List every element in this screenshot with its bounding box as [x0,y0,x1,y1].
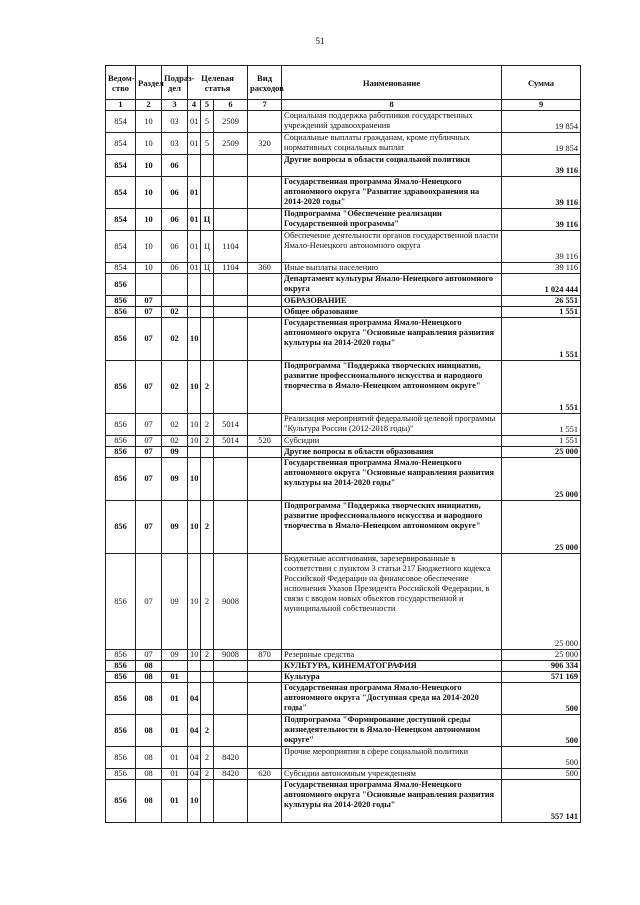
item-sum: 39 116 [502,177,581,209]
table-row [106,307,581,318]
header-expense-type: Вид расходов [248,66,282,100]
expense-type-code [248,661,282,672]
item-sum: 1 551 [502,436,581,447]
expense-type-code: 520 [248,436,282,447]
subsection-code: 06 [162,209,188,231]
header-department: Ведом-ство [106,66,136,100]
subsection-code: 03 [162,111,188,133]
target-subprogram-code [201,274,214,296]
table-row [106,274,581,296]
item-name: Бюджетные ассигнования, зарезервированные в соответствии с пунктом 3 статьи 217 Бюджетного кодекса Российской Федерации на финансовое обеспечение исполнения Указов Президента Российской Федерации, в связи с вводом новых объектов государственной и муниципальной собственности [282,554,502,650]
table-row [106,111,581,133]
item-sum: 25 000 [502,554,581,650]
section-code: 07 [136,361,162,414]
item-sum: 1 024 444 [502,274,581,296]
target-program-code [188,672,201,683]
item-sum: 19 854 [502,111,581,133]
item-sum: 500 [502,683,581,715]
target-program-code: 04 [188,747,201,769]
expense-type-code [248,715,282,747]
target-program-code: 10 [188,650,201,661]
item-sum: 39 116 [502,209,581,231]
table-row [106,650,581,661]
dept-code: 856 [106,747,136,769]
target-subprogram-code: 2 [201,554,214,650]
target-item-code: 9008 [214,650,248,661]
dept-code: 856 [106,436,136,447]
column-index: 2 [136,100,162,111]
subsection-code: 09 [162,650,188,661]
expense-type-code [248,501,282,554]
section-code: 08 [136,715,162,747]
target-item-code [214,274,248,296]
item-name: Подпрограмма "Формирование доступной среды жизнедеятельности в Ямало-Ненецком автономном округе" [282,715,502,747]
target-subprogram-code: 2 [201,747,214,769]
target-subprogram-code: 2 [201,414,214,436]
subsection-code: 09 [162,554,188,650]
target-subprogram-code: Ц [201,209,214,231]
expense-type-code: 620 [248,769,282,780]
dept-code: 854 [106,177,136,209]
dept-code: 854 [106,263,136,274]
target-program-code [188,155,201,177]
table-row [106,554,581,650]
target-program-code [188,661,201,672]
column-index: 5 [201,100,214,111]
item-name: ОБРАЗОВАНИЕ [282,296,502,307]
target-program-code: 10 [188,414,201,436]
target-item-code: 8420 [214,747,248,769]
item-sum: 25 000 [502,447,581,458]
section-code: 07 [136,501,162,554]
section-code: 08 [136,683,162,715]
table-row [106,361,581,414]
item-sum: 26 551 [502,296,581,307]
item-name: Другие вопросы в области образования [282,447,502,458]
section-code: 10 [136,209,162,231]
subsection-code: 06 [162,177,188,209]
header-sum: Сумма [502,66,581,100]
expense-type-code [248,231,282,263]
item-sum: 39 116 [502,231,581,263]
item-sum: 1 551 [502,318,581,361]
target-subprogram-code [201,447,214,458]
target-program-code [188,274,201,296]
expense-type-code: 320 [248,133,282,155]
expense-type-code [248,177,282,209]
dept-code: 854 [106,231,136,263]
table-row [106,414,581,436]
dept-code: 856 [106,715,136,747]
table-row [106,436,581,447]
target-item-code [214,209,248,231]
section-code: 08 [136,747,162,769]
subsection-code: 01 [162,672,188,683]
dept-code: 856 [106,447,136,458]
item-name: Государственная программа Ямало-Ненецкого автономного округа "Основные направления развития культуры на 2014-2020 годы" [282,780,502,823]
table-row [106,715,581,747]
target-program-code: 10 [188,436,201,447]
target-program-code: 10 [188,554,201,650]
item-name: Прочие мероприятия в сфере социальной политики [282,747,502,769]
section-code: 10 [136,111,162,133]
item-sum: 906 334 [502,661,581,672]
target-subprogram-code [201,661,214,672]
column-index: 9 [502,100,581,111]
item-name: Социальная поддержка работников государственных учреждений здравоохранения [282,111,502,133]
subsection-code: 01 [162,780,188,823]
target-item-code: 5014 [214,414,248,436]
subsection-code: 09 [162,458,188,501]
header-name: Наименование [282,66,502,100]
expense-type-code [248,318,282,361]
table-row [106,447,581,458]
target-subprogram-code [201,307,214,318]
table-row [106,661,581,672]
item-name: Иные выплаты населению [282,263,502,274]
expense-type-code [248,296,282,307]
target-program-code: 01 [188,209,201,231]
expense-type-code [248,683,282,715]
item-sum: 19 854 [502,133,581,155]
dept-code: 856 [106,414,136,436]
item-name: Подпрограмма "Поддержка творческих инициатив, развитие профессионального искусства и народного творчества в Ямало-Ненецком автономном округе" [282,501,502,554]
section-code: 07 [136,458,162,501]
target-subprogram-code: 5 [201,111,214,133]
item-name: КУЛЬТУРА, КИНЕМАТОГРАФИЯ [282,661,502,672]
dept-code: 856 [106,296,136,307]
target-subprogram-code [201,672,214,683]
target-subprogram-code [201,683,214,715]
expense-type-code [248,672,282,683]
table-row [106,231,581,263]
item-sum: 500 [502,747,581,769]
expense-type-code [248,414,282,436]
dept-code: 856 [106,683,136,715]
dept-code: 856 [106,554,136,650]
item-sum: 500 [502,715,581,747]
dept-code: 856 [106,501,136,554]
column-index: 1 [106,100,136,111]
item-name: Государственная программа Ямало-Ненецкого автономного округа "Развитие здравоохранения на 2014-2020 годы" [282,177,502,209]
dept-code: 856 [106,458,136,501]
target-subprogram-code: Ц [201,263,214,274]
target-subprogram-code [201,296,214,307]
table-row [106,780,581,823]
dept-code: 856 [106,661,136,672]
section-code [136,274,162,296]
target-program-code: 01 [188,263,201,274]
dept-code: 854 [106,111,136,133]
item-sum: 1 551 [502,414,581,436]
expense-type-code [248,780,282,823]
section-code: 07 [136,447,162,458]
expense-type-code [248,307,282,318]
target-subprogram-code: 2 [201,361,214,414]
item-sum: 571 169 [502,672,581,683]
target-item-code: 1104 [214,231,248,263]
header-subsection: Подраз-дел [162,66,188,100]
target-item-code: 2509 [214,111,248,133]
target-program-code: 04 [188,715,201,747]
table-row [106,209,581,231]
section-code: 10 [136,231,162,263]
subsection-code: 02 [162,307,188,318]
section-code: 07 [136,436,162,447]
target-program-code [188,296,201,307]
table-row [106,133,581,155]
expense-type-code [248,361,282,414]
target-item-code [214,447,248,458]
dept-code: 856 [106,780,136,823]
dept-code: 854 [106,209,136,231]
table-row [106,769,581,780]
item-name: Субсидии автономным учреждениям [282,769,502,780]
item-sum: 25 000 [502,458,581,501]
target-item-code: 9008 [214,554,248,650]
target-item-code [214,177,248,209]
section-code: 07 [136,650,162,661]
target-program-code: 01 [188,111,201,133]
item-sum: 557 141 [502,780,581,823]
dept-code: 856 [106,274,136,296]
target-program-code: 10 [188,458,201,501]
target-program-code: 10 [188,318,201,361]
item-sum: 25 000 [502,501,581,554]
dept-code: 854 [106,155,136,177]
section-code: 07 [136,296,162,307]
item-sum: 1 551 [502,307,581,318]
expense-type-code: 870 [248,650,282,661]
table-row [106,155,581,177]
item-name: Подпрограмма "Поддержка творческих инициатив, развитие профессионального искусства и народного творчества в Ямало-Ненецком автономном округе" [282,361,502,414]
target-program-code: 04 [188,683,201,715]
target-item-code: 2509 [214,133,248,155]
item-name: Обеспечение деятельности органов государственной власти Ямало-Ненецкого автономного округа [282,231,502,263]
dept-code: 856 [106,769,136,780]
column-index: 8 [282,100,502,111]
item-name: Культура [282,672,502,683]
dept-code: 856 [106,318,136,361]
column-index-row [106,100,581,111]
section-code: 07 [136,318,162,361]
expense-type-code [248,447,282,458]
target-program-code: 01 [188,177,201,209]
dept-code: 856 [106,361,136,414]
subsection-code: 02 [162,414,188,436]
table-body [106,100,581,823]
target-subprogram-code: 5 [201,133,214,155]
column-index: 6 [214,100,248,111]
section-code: 10 [136,155,162,177]
subsection-code: 06 [162,231,188,263]
item-name: Социальные выплаты гражданам, кроме публичных нормативных социальных выплат [282,133,502,155]
subsection-code: 09 [162,447,188,458]
item-name: Субсидии [282,436,502,447]
target-program-code: 01 [188,133,201,155]
table-row [106,672,581,683]
table-row [106,458,581,501]
target-item-code [214,715,248,747]
expense-type-code [248,155,282,177]
section-code: 10 [136,263,162,274]
target-item-code [214,155,248,177]
target-program-code: 01 [188,231,201,263]
expense-type-code: 360 [248,263,282,274]
target-item-code [214,296,248,307]
subsection-code: 01 [162,715,188,747]
table-row [106,177,581,209]
target-item-code: 5014 [214,436,248,447]
subsection-code: 01 [162,769,188,780]
target-item-code [214,780,248,823]
header-section: Раздел [136,66,162,100]
target-item-code [214,318,248,361]
target-subprogram-code: 2 [201,650,214,661]
target-subprogram-code: 2 [201,769,214,780]
column-index: 3 [162,100,188,111]
target-item-code [214,683,248,715]
subsection-code [162,274,188,296]
item-name: Государственная программа Ямало-Ненецкого автономного округа "Основные направления развития культуры на 2014-2020 годы" [282,458,502,501]
subsection-code: 09 [162,501,188,554]
subsection-code [162,661,188,672]
expense-type-code [248,747,282,769]
target-subprogram-code [201,155,214,177]
item-name: Резервные средства [282,650,502,661]
section-code: 10 [136,177,162,209]
table-row [106,318,581,361]
target-program-code: 10 [188,780,201,823]
target-subprogram-code: Ц [201,231,214,263]
target-program-code: 04 [188,769,201,780]
target-subprogram-code [201,318,214,361]
item-sum: 500 [502,769,581,780]
item-name: Общее образование [282,307,502,318]
expense-type-code [248,554,282,650]
table-row [106,747,581,769]
target-subprogram-code [201,780,214,823]
subsection-code: 03 [162,133,188,155]
table-row [106,263,581,274]
item-sum: 1 551 [502,361,581,414]
item-sum: 25 000 [502,650,581,661]
subsection-code: 01 [162,747,188,769]
section-code: 07 [136,554,162,650]
target-item-code [214,458,248,501]
subsection-code: 01 [162,683,188,715]
expense-type-code [248,274,282,296]
dept-code: 854 [106,133,136,155]
column-index: 4 [188,100,201,111]
page-number: 51 [315,36,325,46]
dept-code: 856 [106,307,136,318]
expense-type-code [248,111,282,133]
table-row [106,501,581,554]
expense-type-code [248,458,282,501]
item-name: Другие вопросы в области социальной политики [282,155,502,177]
item-name: Государственная программа Ямало-Ненецкого автономного округа "Основные направления развития культуры на 2014-2020 годы" [282,318,502,361]
item-sum: 39 116 [502,155,581,177]
subsection-code: 02 [162,361,188,414]
column-index: 7 [248,100,282,111]
section-code: 08 [136,661,162,672]
target-program-code [188,447,201,458]
section-code: 10 [136,133,162,155]
section-code: 07 [136,414,162,436]
section-code: 08 [136,769,162,780]
item-name: Государственная программа Ямало-Ненецкого автономного округа "Доступная среда на 2014-2020 годы" [282,683,502,715]
target-item-code [214,307,248,318]
target-item-code [214,501,248,554]
target-item-code [214,361,248,414]
section-code: 08 [136,672,162,683]
target-item-code: 1104 [214,263,248,274]
subsection-code: 02 [162,436,188,447]
subsection-code: 02 [162,318,188,361]
table-row [106,296,581,307]
target-program-code [188,307,201,318]
table-row [106,683,581,715]
target-subprogram-code [201,177,214,209]
item-name: Подпрограмма "Обеспечение реализации Государственной программы" [282,209,502,231]
section-code: 08 [136,780,162,823]
subsection-code: 06 [162,155,188,177]
item-sum: 39 116 [502,263,581,274]
target-program-code: 10 [188,501,201,554]
target-item-code [214,661,248,672]
dept-code: 856 [106,672,136,683]
target-subprogram-code: 2 [201,715,214,747]
target-program-code: 10 [188,361,201,414]
subsection-code: 06 [162,263,188,274]
section-code: 07 [136,307,162,318]
target-subprogram-code: 2 [201,436,214,447]
header-target-article: Целевая статья [188,66,248,100]
expense-type-code [248,209,282,231]
item-name: Реализация мероприятий федеральной целевой программы "Культура России (2012-2018 годы)" [282,414,502,436]
dept-code: 856 [106,650,136,661]
budget-table [105,65,581,823]
subsection-code [162,296,188,307]
target-subprogram-code: 2 [201,501,214,554]
target-item-code [214,672,248,683]
target-subprogram-code [201,458,214,501]
item-name: Департамент культуры Ямало-Ненецкого автономного округа [282,274,502,296]
target-item-code: 8420 [214,769,248,780]
